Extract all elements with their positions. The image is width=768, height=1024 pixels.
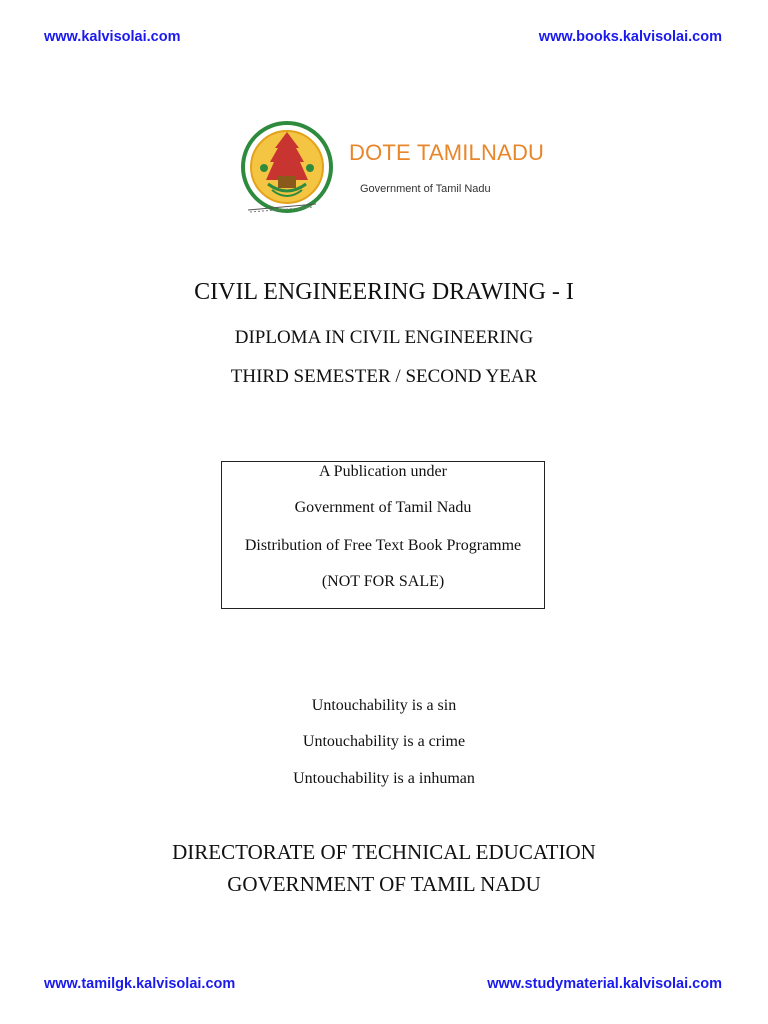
- publication-line: A Publication under: [319, 463, 447, 480]
- not-for-sale-label: (NOT FOR SALE): [321, 573, 445, 590]
- diploma-subtitle: DIPLOMA IN CIVIL ENGINEERING: [234, 327, 534, 348]
- publication-line: Distribution of Free Text Book Programme: [244, 537, 522, 554]
- brand-name: DOTE TAMILNADU: [349, 140, 545, 165]
- pledge-line: Untouchability is a sin: [311, 697, 457, 714]
- brand-subtitle: Government of Tamil Nadu: [360, 183, 491, 195]
- directorate-name: DIRECTORATE OF TECHNICAL EDUCATION: [172, 840, 596, 864]
- tamilgk-kalvisolai-link[interactable]: www.tamilgk.kalvisolai.com: [44, 976, 236, 992]
- publication-box: [221, 461, 545, 609]
- publication-line: Government of Tamil Nadu: [294, 499, 472, 516]
- dote-logo: [238, 118, 538, 218]
- studymaterial-kalvisolai-link[interactable]: www.studymaterial.kalvisolai.com: [487, 976, 722, 992]
- kalvisolai-link[interactable]: www.kalvisolai.com: [44, 29, 181, 45]
- semester-subtitle: THIRD SEMESTER / SECOND YEAR: [230, 366, 538, 387]
- document-title: CIVIL ENGINEERING DRAWING - I: [194, 279, 574, 305]
- government-name: GOVERNMENT OF TAMIL NADU: [227, 872, 541, 896]
- pledge-line: Untouchability is a crime: [302, 733, 466, 750]
- pledge-line: Untouchability is a inhuman: [293, 770, 475, 787]
- seal-caption-icon: [246, 200, 318, 216]
- books-kalvisolai-link[interactable]: www.books.kalvisolai.com: [538, 29, 722, 45]
